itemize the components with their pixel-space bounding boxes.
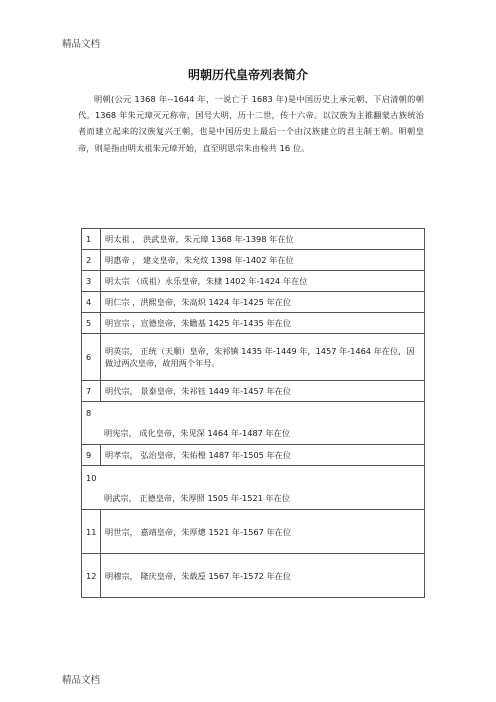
row-merged — [82, 402, 425, 445]
table-row — [82, 334, 425, 381]
row-number: 8 — [86, 408, 92, 418]
row-text: 明英宗， 正统（天顺）皇帝，朱祁镇 1435 年-1449 年，1457 年-1464 年在位，因做过两次皇帝，故用两个年号。 — [101, 334, 425, 381]
table-row — [82, 554, 425, 598]
document-title: 明朝历代皇帝列表简介 — [187, 68, 308, 82]
table-row — [82, 381, 425, 402]
table-row — [82, 292, 425, 313]
row-text: 明宪宗， 成化皇帝，朱见深 1464 年-1487 年在位 — [104, 428, 291, 438]
row-number: 2 — [82, 250, 101, 271]
row-number: 5 — [82, 313, 101, 334]
table-row — [82, 229, 425, 250]
row-number: 3 — [82, 271, 101, 292]
row-text: 明太宗 （成祖）永乐皇帝，朱棣 1402 年-1424 年在位 — [101, 271, 425, 292]
row-number: 6 — [82, 334, 101, 381]
row-text: 明孝宗， 弘治皇帝，朱佑樘 1487 年-1505 年在位 — [101, 445, 425, 466]
table-row — [82, 250, 425, 271]
table-row — [82, 313, 425, 334]
table-row — [82, 271, 425, 292]
page-header-mark: 精品文档 — [62, 39, 101, 50]
table-row — [82, 445, 425, 466]
row-text: 明武宗， 正德皇帝，朱厚照 1505 年-1521 年在位 — [104, 492, 291, 503]
row-text: 明世宗， 嘉靖皇帝，朱厚熜 1521 年-1567 年在位 — [101, 510, 425, 554]
row-number: 9 — [82, 445, 101, 466]
row-number: 7 — [82, 381, 101, 402]
row-text: 明仁宗 ，洪熙皇帝，朱高炽 1424 年-1425 年在位 — [101, 292, 425, 313]
row-number: 11 — [82, 510, 101, 554]
intro-paragraph: 明朝(公元 1368 年--1644 年，一说亡于 1683 年)是中国历史上承元朝、下启清朝的朝代。1368 年朱元璋灭元称帝，国号大明，历十二世，传十六帝。以汉族为主推翻蒙古族统治者而建立起来的汉族复兴王朝，也是中国历史上最后一个由汉族建立的君主制王朝。明朝皇帝，则是指由明太祖朱元璋开始，直至明思宗朱由检共 16 位。 — [78, 94, 424, 153]
emperor-table — [81, 228, 425, 598]
row-number: 12 — [82, 554, 101, 598]
row-number: 1 — [82, 229, 101, 250]
row-merged — [82, 466, 425, 510]
row-number: 4 — [82, 292, 101, 313]
row-text: 明宣宗 ，宣德皇帝，朱瞻基 1425 年-1435 年在位 — [101, 313, 425, 334]
row-number: 10 — [86, 472, 97, 483]
table-row — [82, 510, 425, 554]
row-text: 明穆宗， 隆庆皇帝，朱载垕 1567 年-1572 年在位 — [101, 554, 425, 598]
row-text: 明太祖 ， 洪武皇帝，朱元璋 1368 年-1398 年在位 — [101, 229, 425, 250]
row-text: 明代宗， 景泰皇帝，朱祁钰 1449 年-1457 年在位 — [101, 381, 425, 402]
table-row — [82, 466, 425, 510]
table-row — [82, 402, 425, 445]
page-footer-mark: 精品文档 — [62, 675, 101, 686]
row-text: 明惠帝 ， 建文皇帝，朱允炆 1398 年-1402 年在位 — [101, 250, 425, 271]
